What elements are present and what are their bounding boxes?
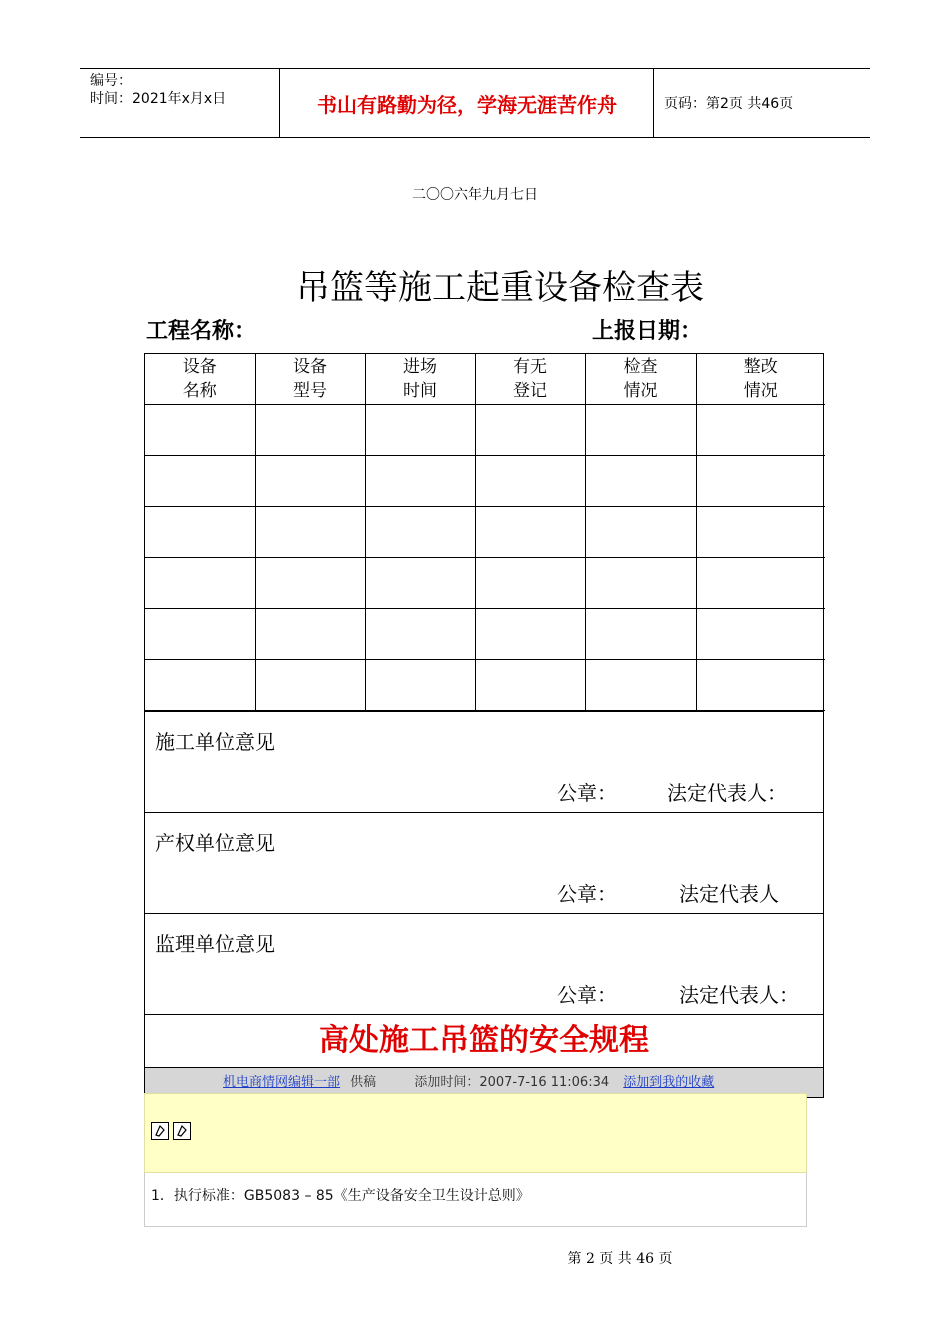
table-header-row (145, 354, 825, 405)
document-date: 二〇〇六年九月七日 (412, 187, 538, 203)
equipment-table (145, 354, 825, 711)
toolbar-panel (144, 1093, 807, 1173)
number-label: 编号： (90, 73, 132, 89)
table-cell[interactable] (696, 558, 825, 609)
col-header-inspection: 检查 情况 (585, 354, 696, 405)
table-cell[interactable] (696, 609, 825, 660)
table-cell[interactable] (145, 558, 255, 609)
table-cell[interactable] (585, 456, 696, 507)
document-icon[interactable] (173, 1122, 191, 1140)
table-cell[interactable] (145, 405, 255, 456)
add-favorite-link[interactable]: 添加到我的收藏 (623, 1075, 715, 1090)
table-cell[interactable] (696, 405, 825, 456)
legal-rep-label: 法定代表人： (667, 781, 787, 805)
opinion-title: 监理单位意见 (155, 932, 275, 956)
table-cell[interactable] (585, 609, 696, 660)
table-row (145, 456, 825, 507)
table-cell[interactable] (365, 558, 475, 609)
table-cell[interactable] (365, 456, 475, 507)
icon-group (151, 1122, 191, 1140)
time-label: 时间：2021年x月x日 (90, 91, 227, 107)
table-cell[interactable] (145, 609, 255, 660)
table-cell[interactable] (365, 507, 475, 558)
document-icon[interactable] (151, 1122, 169, 1140)
table-cell[interactable] (585, 507, 696, 558)
table-cell[interactable] (475, 660, 585, 711)
report-date-label: 上报日期： (592, 319, 703, 344)
property-unit-opinion (145, 812, 823, 913)
legal-rep-label: 法定代表人 (679, 882, 779, 906)
table-cell[interactable] (365, 609, 475, 660)
col-header-entry-time: 进场 时间 (365, 354, 475, 405)
page-header (80, 68, 870, 138)
table-cell[interactable] (255, 405, 365, 456)
table-cell[interactable] (255, 609, 365, 660)
table-row (145, 507, 825, 558)
table-cell[interactable] (475, 405, 585, 456)
opinion-title: 施工单位意见 (155, 730, 275, 754)
inspection-form (144, 353, 824, 1098)
opinion-title: 产权单位意见 (155, 831, 275, 855)
col-header-device-name: 设备 名称 (145, 354, 255, 405)
header-motto: 书山有路勤为径，学海无涯苦作舟 (281, 69, 654, 137)
supervision-unit-opinion (145, 913, 823, 1014)
source-label: 供稿 (350, 1075, 377, 1090)
table-cell[interactable] (365, 405, 475, 456)
table-row (145, 405, 825, 456)
table-cell[interactable] (255, 507, 365, 558)
construction-unit-opinion (145, 711, 823, 812)
table-cell[interactable] (475, 609, 585, 660)
seal-label: 公章： (557, 882, 617, 906)
header-left-cell (80, 69, 280, 137)
table-cell[interactable] (696, 660, 825, 711)
seal-label: 公章： (557, 983, 617, 1007)
table-cell[interactable] (585, 405, 696, 456)
table-row (145, 558, 825, 609)
header-page-info: 页码：第2页 共46页 (664, 96, 794, 112)
table-cell[interactable] (696, 507, 825, 558)
article-text: 1．执行标准：GB5083 – 85《生产设备安全卫生设计总则》 (144, 1173, 807, 1227)
table-cell[interactable] (475, 456, 585, 507)
table-row (145, 609, 825, 660)
table-cell[interactable] (145, 660, 255, 711)
page-footer: 第 2 页 共 46 页 (567, 1251, 673, 1267)
table-cell[interactable] (585, 558, 696, 609)
table-cell[interactable] (585, 660, 696, 711)
table-row (145, 660, 825, 711)
table-cell[interactable] (145, 456, 255, 507)
table-cell[interactable] (255, 558, 365, 609)
col-header-device-model: 设备 型号 (255, 354, 365, 405)
table-cell[interactable] (475, 558, 585, 609)
table-cell[interactable] (365, 660, 475, 711)
col-header-rectification: 整改 情况 (696, 354, 825, 405)
author-link[interactable]: 机电商情网编辑一部 (223, 1075, 341, 1090)
col-header-registered: 有无 登记 (475, 354, 585, 405)
added-time: 添加时间：2007-7-16 11:06:34 (414, 1075, 610, 1090)
table-cell[interactable] (475, 507, 585, 558)
seal-label: 公章： (557, 781, 617, 805)
table-cell[interactable] (255, 456, 365, 507)
form-title: 吊篮等施工起重设备检查表 (296, 268, 704, 308)
section-title: 高处施工吊篮的安全规程 (145, 1014, 823, 1067)
table-cell[interactable] (145, 507, 255, 558)
table-cell[interactable] (696, 456, 825, 507)
table-cell[interactable] (255, 660, 365, 711)
legal-rep-label: 法定代表人： (679, 983, 799, 1007)
project-name-label: 工程名称： (146, 319, 257, 344)
